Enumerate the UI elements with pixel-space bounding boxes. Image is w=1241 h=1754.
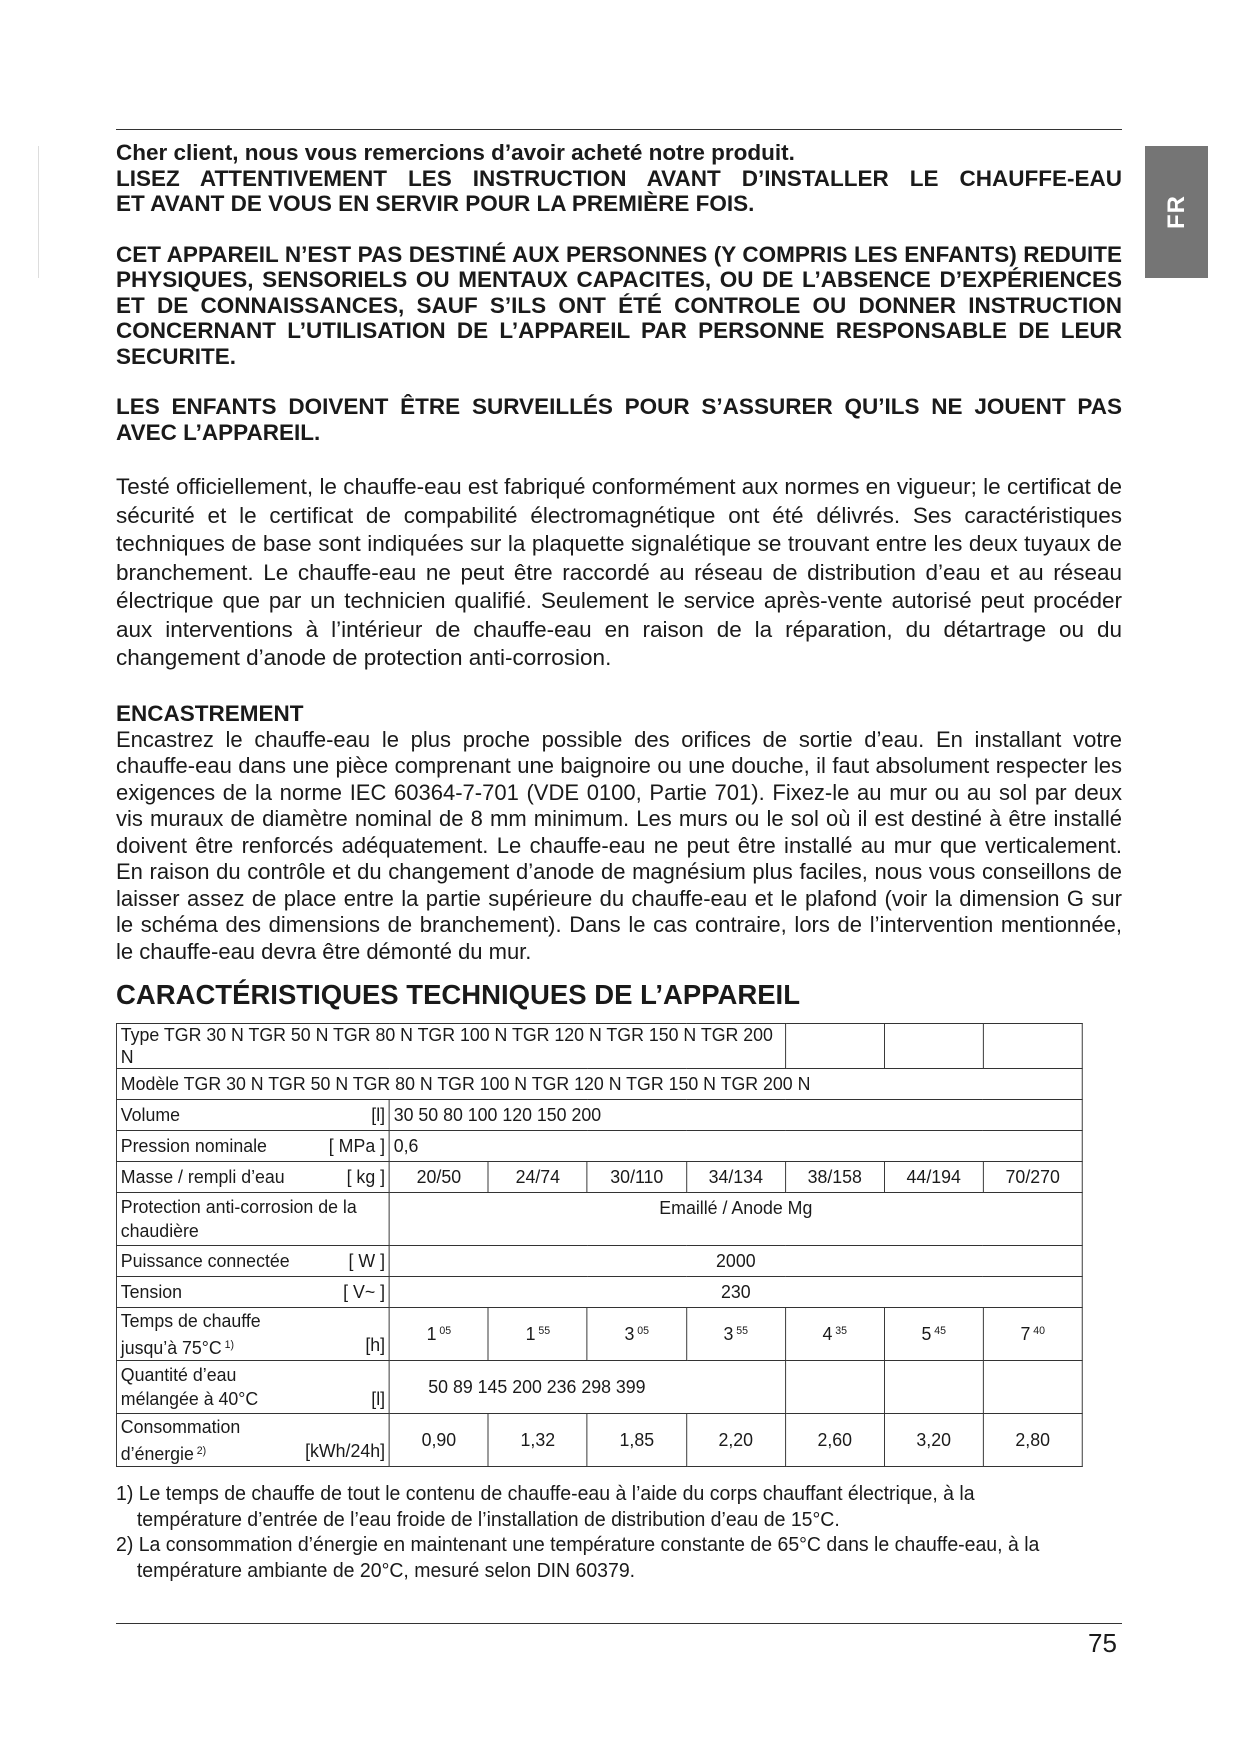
- tested-paragraph: Testé officiellement, le chauffe-eau est fabriqué conformément aux normes en vigueur; le certificat de sécurité et le certificat de compabilité électromagnétique ont été délivrés. Ses caractéristiques techniques de base sont indiquées sur la plaquette signalétique se trouvant entre les deux tuyaux de branchement. Le chauffe-eau ne peut être raccordé au réseau de distribution d’eau et au réseau électrique que par un technicien qualifié. Seulement le service après-vente autorisé peut procéder aux interventions à l’intérieur de chauffe-eau en raison de la réparation, du détartrage ou du changement d’anode de protection anti-corrosion.: [116, 474, 1122, 670]
- voltage-value: 230: [389, 1277, 1082, 1308]
- heating-minutes: 05: [637, 1325, 650, 1337]
- language-tab: [1145, 146, 1208, 278]
- greeting: Cher client, nous vous remercions d’avoir acheté notre produit.: [116, 140, 795, 165]
- mixed-value: 50 89 145 200 236 298 399: [389, 1361, 785, 1414]
- mass-unit: [ kg ]: [346, 1166, 386, 1187]
- footnote-ref: 1): [224, 1338, 234, 1351]
- children-warning: LES ENFANTS DOIVENT ÊTRE SURVEILLÉS POUR S’ASSURER QU’ILS NE JOUENT PAS AVEC L’APPAREIL.: [116, 394, 1122, 445]
- intro-block: [116, 140, 1122, 217]
- table-row: [116, 1246, 1082, 1277]
- table-row: [116, 1277, 1082, 1308]
- heating-minutes: 05: [439, 1325, 452, 1337]
- heating-hours: 3: [723, 1323, 734, 1344]
- heating-unit: [h]: [365, 1333, 386, 1355]
- protection-value: Emaillé / Anode Mg: [389, 1193, 1082, 1246]
- energy-unit: [kWh/24h]: [305, 1439, 386, 1461]
- pressure-label: Pression nominale: [120, 1135, 267, 1156]
- heating-hours: 5: [921, 1323, 932, 1344]
- model-row-cell: Modèle TGR 30 N TGR 50 N TGR 80 N TGR 100 N TGR 120 N TGR 150 N TGR 200 N: [116, 1069, 1082, 1100]
- mass-value: 34/134: [686, 1162, 785, 1193]
- energy-value: 1,32: [488, 1414, 587, 1467]
- energy-value: 2,20: [686, 1414, 785, 1467]
- bottom-rule: [116, 1623, 1122, 1624]
- specs-table: [116, 1023, 1083, 1467]
- type-row-cell: Type TGR 30 N TGR 50 N TGR 80 N TGR 100 N TGR 120 N TGR 150 N TGR 200 N: [116, 1024, 785, 1069]
- footnote-1: 1) Le temps de chauffe de tout le contenu de chauffe-eau à l’aide du corps chauffant électrique, à la température d’entrée de l’eau froide de l’installation de distribution d’eau de 15°C.: [116, 1482, 975, 1531]
- page-content: [116, 140, 1122, 1583]
- encastrement-title: ENCASTREMENT: [116, 700, 304, 726]
- heating-hours: 3: [624, 1323, 635, 1344]
- power-value: 2000: [389, 1246, 1082, 1277]
- footnotes: [116, 1481, 1072, 1583]
- mass-label: Masse / rempli d’eau: [120, 1166, 285, 1187]
- table-row: [116, 1100, 1082, 1131]
- heating-hours: 4: [822, 1323, 833, 1344]
- heating-hours: 1: [426, 1323, 437, 1344]
- energy-value: 0,90: [389, 1414, 488, 1467]
- energy-label-1: Consommation: [120, 1415, 241, 1437]
- margin-line: [38, 146, 39, 278]
- mixed-label-2: mélangée à 40°C: [120, 1388, 259, 1409]
- mixed-unit: [l]: [371, 1388, 386, 1409]
- table-row: [116, 1361, 1082, 1414]
- heating-label-2: jusqu’à 75°C: [120, 1336, 222, 1358]
- table-row: [116, 1131, 1082, 1162]
- mass-value: 70/270: [983, 1162, 1082, 1193]
- energy-value: 2,60: [785, 1414, 884, 1467]
- specs-title: CARACTÉRISTIQUES TECHNIQUES DE L’APPAREIL: [116, 979, 800, 1010]
- pressure-unit: [ MPa ]: [328, 1135, 386, 1156]
- volume-label: Volume: [120, 1104, 181, 1125]
- warning-line-2: ET AVANT DE VOUS EN SERVIR POUR LA PREMIÈRE FOIS.: [116, 191, 755, 216]
- mass-value: 38/158: [785, 1162, 884, 1193]
- mass-value: 20/50: [389, 1162, 488, 1193]
- footnote-2: 2) La consommation d’énergie en maintenant une température constante de 65°C dans le chauffe-eau, à la température ambiante de 20°C, mesuré selon DIN 60379.: [116, 1533, 1040, 1582]
- energy-value: 2,80: [983, 1414, 1082, 1467]
- volume-unit: [l]: [371, 1104, 386, 1125]
- mass-value: 30/110: [587, 1162, 686, 1193]
- mass-value: 24/74: [488, 1162, 587, 1193]
- pressure-value: 0,6: [389, 1131, 1082, 1162]
- language-tab-label: FR: [1162, 195, 1190, 229]
- volume-value: 30 50 80 100 120 150 200: [389, 1100, 1082, 1131]
- heating-hours: 1: [525, 1323, 536, 1344]
- heating-hours: 7: [1020, 1323, 1031, 1344]
- table-row: [116, 1308, 1082, 1361]
- safety-paragraph: CET APPAREIL N’EST PAS DESTINÉ AUX PERSONNES (Y COMPRIS LES ENFANTS) REDUITE PHYSIQUES, SENSORIELS OU MENTAUX CAPACITES, OU DE L’ABSENCE D’EXPÉRIENCES ET DE CONNAISSANCES, SAUF S’ILS ONT ÉTÉ CONTROLE OU DONNER INSTRUCTION CONCERNANT L’UTILISATION DE L’APPAREIL PAR PERSONNE RESPONSABLE DE LEUR SECURITE.: [116, 241, 1122, 369]
- page-number: 75: [1088, 1628, 1117, 1658]
- voltage-label: Tension: [120, 1281, 183, 1302]
- table-row: [116, 1069, 1082, 1100]
- top-rule: [116, 129, 1122, 130]
- energy-value: 3,20: [884, 1414, 983, 1467]
- voltage-unit: [ V~ ]: [343, 1281, 386, 1302]
- heating-minutes: 55: [736, 1325, 749, 1337]
- power-unit: [ W ]: [348, 1250, 386, 1271]
- mass-value: 44/194: [884, 1162, 983, 1193]
- heating-minutes: 35: [835, 1325, 848, 1337]
- energy-value: 1,85: [587, 1414, 686, 1467]
- heating-minutes: 55: [538, 1325, 551, 1337]
- heating-label-1: Temps de chauffe: [120, 1309, 261, 1331]
- mixed-label-1: Quantité d’eau: [120, 1364, 237, 1385]
- table-row: [116, 1414, 1082, 1467]
- warning-line-1: LISEZ ATTENTIVEMENT LES INSTRUCTION AVANT D’INSTALLER LE CHAUFFE-EAU: [116, 165, 1122, 191]
- table-row: [116, 1024, 1082, 1069]
- table-row: [116, 1162, 1082, 1193]
- power-label: Puissance connectée: [120, 1250, 290, 1271]
- footnote-ref: 2): [196, 1444, 207, 1457]
- protection-label: Protection anti-corrosion de la chaudière: [116, 1193, 389, 1246]
- energy-label-2: d’énergie: [120, 1442, 194, 1464]
- heating-minutes: 45: [934, 1325, 946, 1337]
- encastrement-text: Encastrez le chauffe-eau le plus proche possible des orifices de sortie d’eau. En installant votre chauffe-eau dans une pièce comprenant une baignoire ou une douche, il faut absolument respecter les exigences de la norme IEC 60364-7-701 (VDE 0100, Partie 701). Fixez-le au mur ou au sol par deux vis muraux de diamètre nominal de 8 mm minimum. Les murs ou le sol où il est destiné à être installé doivent être renforcés adéquatement. Le chauffe-eau ne peut être installé au mur que verticalement. En raison du contrôle et du changement d’anode de magnésium plus faciles, nous vous conseillons de laisser assez de place entre la partie supérieure du chauffe-eau et le plafond (voir la dimension G sur le schéma des dimensions de branchement). Dans le cas contraire, lors de l’intervention mentionnée, le chauffe-eau devra être démonté du mur.: [116, 726, 1122, 964]
- table-row: [116, 1193, 1082, 1246]
- heating-minutes: 40: [1033, 1325, 1045, 1337]
